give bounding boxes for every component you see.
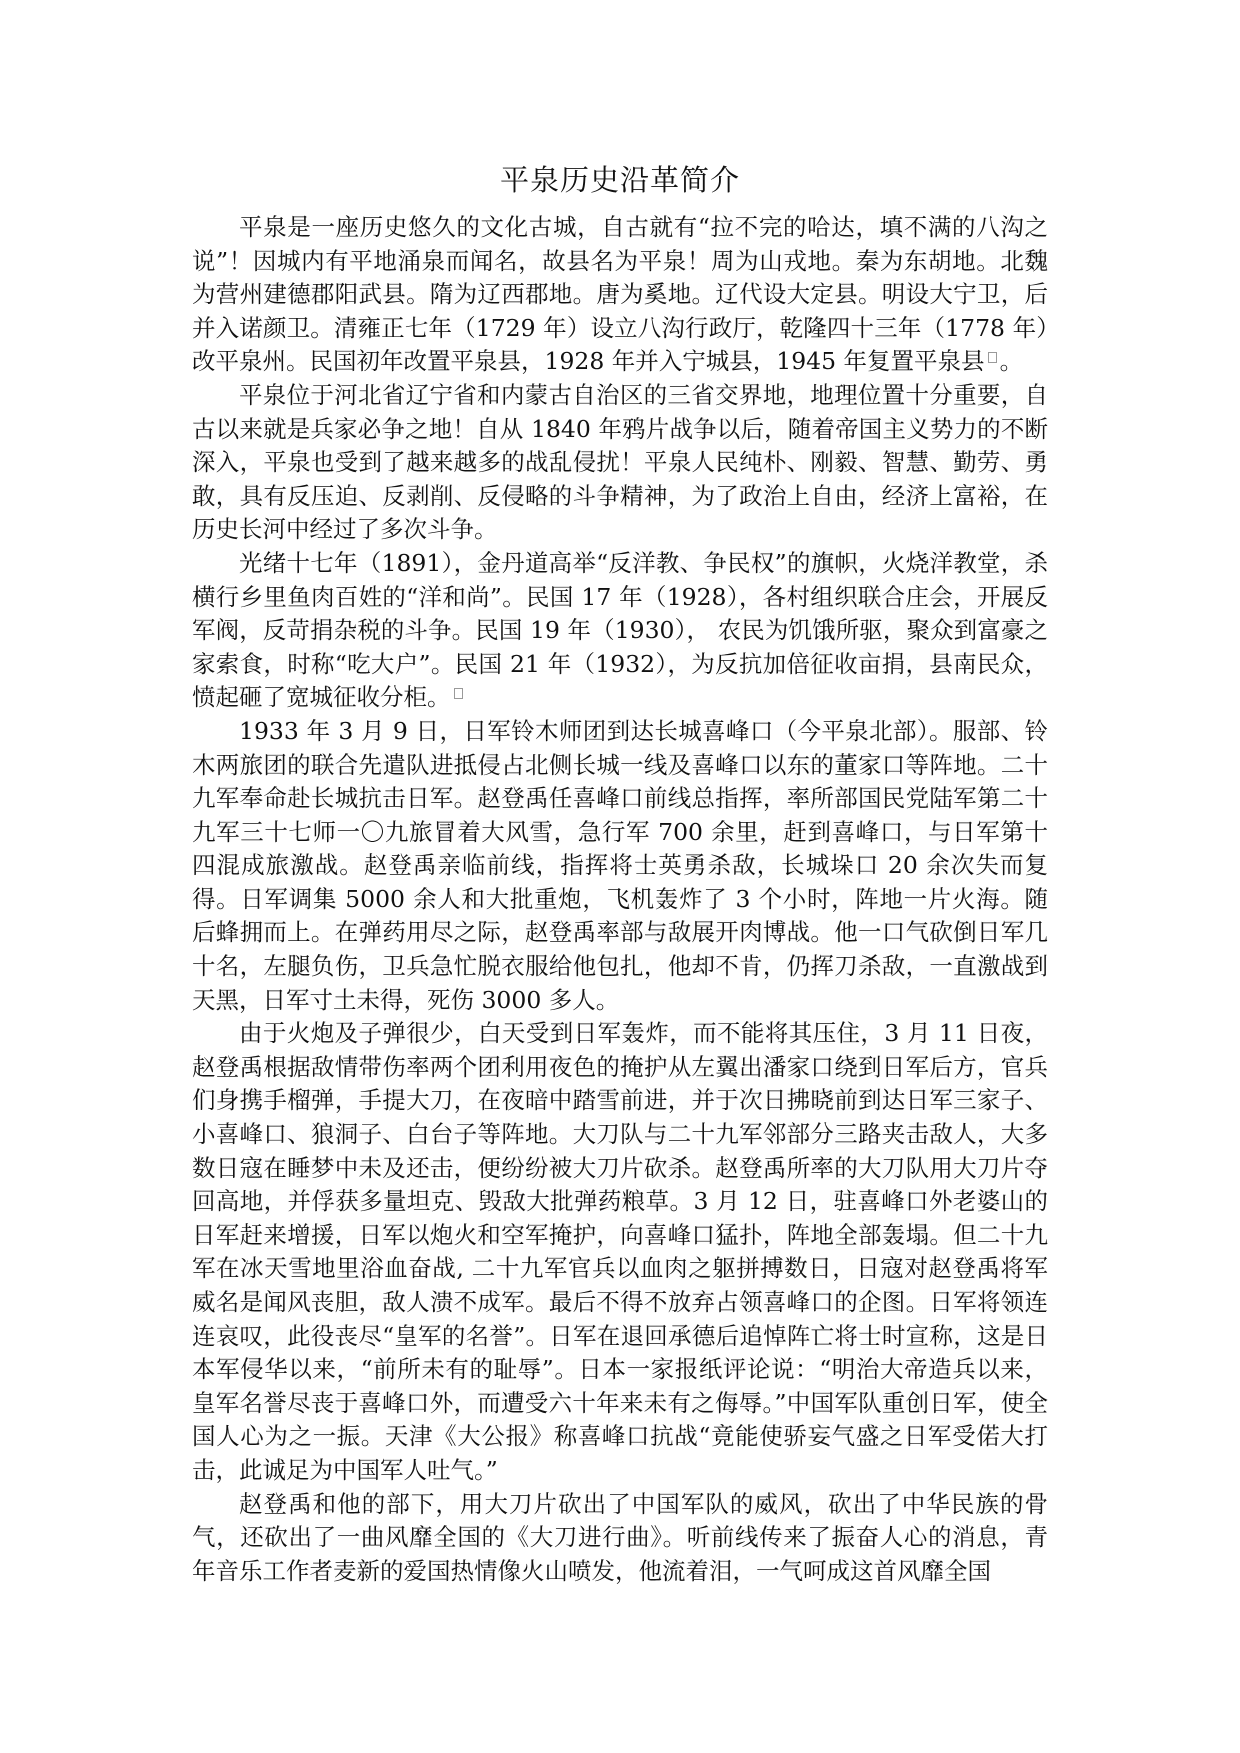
paragraph-history-overview	[192, 211, 1048, 379]
paragraph-big-sword-march	[192, 1488, 1048, 1589]
paragraph-text: 平泉位于河北省辽宁省和内蒙古自治区的三省交界地，地理位置十分重要，自古以来就是兵家必争之地！自从 1840 年鸦片战争以后，随着帝国主义势力的不断深入，平泉也受到了越来越多的战乱侵扰！平泉人民纯朴、刚毅、智慧、勤劳、勇敢，具有反压迫、反剥削、反侵略的斗争精神，为了政治上自由，经济上富裕，在历史长河中经过了多次斗争。	[192, 380, 1048, 544]
paragraph-geography	[192, 379, 1048, 547]
footnote-marker-icon	[988, 352, 997, 363]
document-body	[192, 211, 1048, 1588]
paragraph-text: 由于火炮及子弹很少，白天受到日军轰炸，而不能将其压住，3 月 11 日夜，赵登禹根据敌情带伤率两个团利用夜色的掩护从左翼出潘家口绕到日军后方，官兵们身携手榴弹，手提大刀，在夜暗中踏雪前进，并于次日拂晓前到达日军三家子、小喜峰口、狼洞子、白台子等阵地。大刀队与二十九军邻部分三路夹击敌人，大多数日寇在睡梦中未及还击，便纷纷被大刀片砍杀。赵登禹所率的大刀队用大刀片夺回高地，并俘获多量坦克、毁敌大批弹药粮草。3 月 12 日，驻喜峰口外老婆山的日军赶来增援，日军以炮火和空军掩护，向喜峰口猛扑，阵地全部轰塌。但二十九军在冰天雪地里浴血奋战, 二十九军官兵以血肉之躯拼搏数日，日寇对赵登禹将军威名是闻风丧胆，敌人溃不成军。最后不得不放弃占领喜峰口的企图。日军将领连连哀叹，此役丧尽“皇军的名誉”。日军在退回承德后追悼阵亡将士时宣称，这是日本军侵华以来，“前所未有的耻辱”。日本一家报纸评论说：“明治大帝造兵以来，皇军名誉尽丧于喜峰口外，而遭受六十年来未有之侮辱。”中国军队重创日军，使全国人心为之一振。天津《大公报》称喜峰口抗战“竟能使骄妄气盛之日军受偌大打击，此诚足为中国军人吐气。”	[192, 1019, 1048, 1484]
paragraph-early-struggles	[192, 547, 1048, 715]
paragraph-text: 赵登禹和他的部下，用大刀片砍出了中国军队的威风，砍出了中华民族的骨气，还砍出了一曲风靡全国的《大刀进行曲》。听前线传来了振奋人心的消息，青年音乐工作者麦新的爱国热情像火山喷发，他流着泪，一气呵成这首风靡全国	[192, 1489, 1048, 1585]
paragraph-text: 1933 年 3 月 9 日，日军铃木师团到达长城喜峰口（今平泉北部）。服部、铃木两旅团的联合先遣队进抵侵占北侧长城一线及喜峰口以东的董家口等阵地。二十九军奉命赴长城抗击日军。赵登禹任喜峰口前线总指挥，率所部国民党陆军第二十九军三十七师一〇九旅冒着大风雪，急行军 700 余里，赶到喜峰口，与日军第十四混成旅激战。赵登禹亲临前线，指挥将士英勇杀敌，长城垛口 20 余次失而复得。日军调集 5000 余人和大批重炮，飞机轰炸了 3 个小时，阵地一片火海。随后蜂拥而上。在弹药用尽之际，赵登禹率部与敌展开肉博战。他一口气砍倒日军几十名，左腿负伤，卫兵急忙脱衣服给他包扎，他却不肯，仍挥刀杀敌，一直激战到天黑，日军寸土未得，死伤 3000 多人。	[192, 716, 1048, 1014]
page-title: 平泉历史沿革简介	[499, 163, 740, 197]
paragraph-tail: 。	[999, 347, 1024, 376]
footnote-marker-icon	[454, 688, 463, 699]
paragraph-xifengkou-battle	[192, 715, 1048, 1017]
paragraph-text: 光绪十七年（1891），金丹道高举“反洋教、争民权”的旗帜，火烧洋教堂，杀横行乡里鱼肉百姓的“洋和尚”。民国 17 年（1928），各村组织联合庄会，开展反军阀，反苛捐杂税的斗争。民国 19 年（1930）， 农民为饥饿所驱，聚众到富豪之家索食，时称“吃大户”。民国 21 年（1932），为反抗加倍征收亩捐，县南民众，愤起砸了宽城征收分柜。	[192, 548, 1048, 712]
paragraph-night-raid	[192, 1017, 1048, 1487]
paragraph-text: 平泉是一座历史悠久的文化古城，自古就有“拉不完的哈达，填不满的八沟之说”！因城内有平地涌泉而闻名，故县名为平泉！周为山戎地。秦为东胡地。北魏为营州建德郡阳武县。隋为辽西郡地。唐为奚地。辽代设大定县。明设大宁卫，后并入诺颜卫。清雍正七年（1729 年）设立八沟行政厅，乾隆四十三年（1778 年）改平泉州。民国初年改置平泉县，1928 年并入宁城县，1945 年复置平泉县	[192, 213, 1048, 376]
